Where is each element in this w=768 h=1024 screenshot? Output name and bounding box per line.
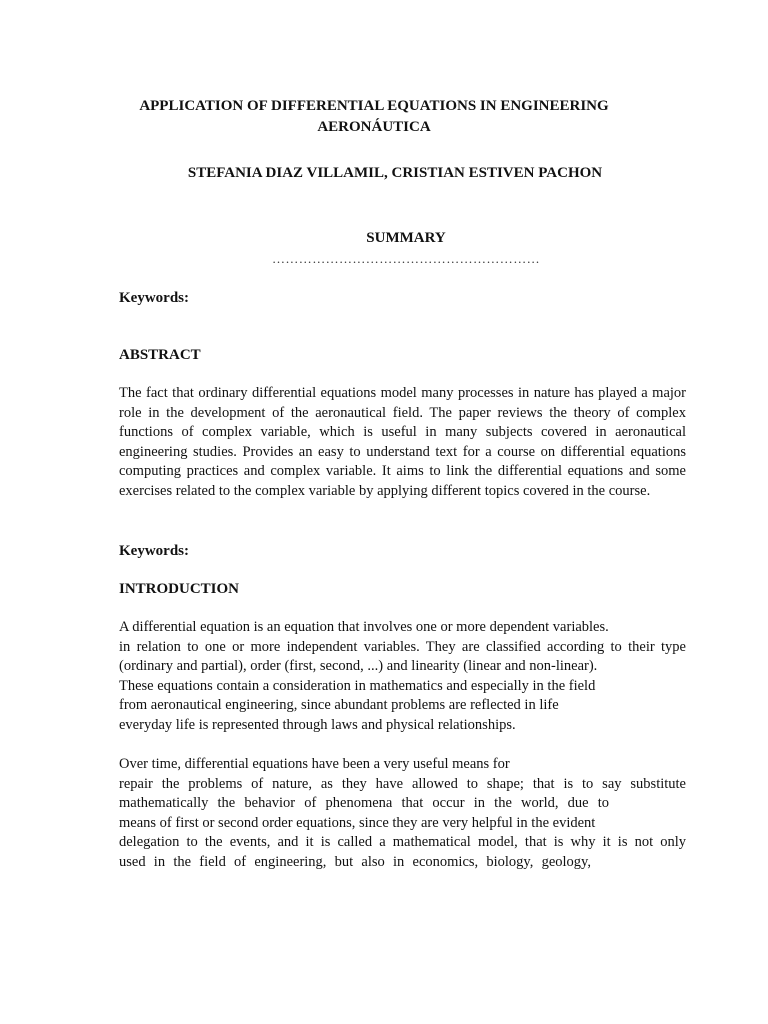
introduction-paragraph-1 xyxy=(119,618,686,736)
intro-p1-line: in relation to one or more independent variables. They are classified according to their type xyxy=(119,638,686,655)
intro-p2-line: means of first or second order equations, since they are very helpful in the evident xyxy=(119,814,596,831)
title-line-2: AERONÁUTICA xyxy=(317,119,431,135)
document-title xyxy=(100,96,648,138)
title-line-1: APPLICATION OF DIFFERENTIAL EQUATIONS IN ENGINEERING xyxy=(139,98,609,114)
intro-p1-line: A differential equation is an equation that involves one or more dependent variables. xyxy=(119,619,609,635)
summary-heading: SUMMARY xyxy=(366,230,446,246)
abstract-heading: ABSTRACT xyxy=(119,347,201,363)
intro-p1-line: from aeronautical engineering, since abundant problems are reflected in life xyxy=(119,697,559,714)
intro-p2-line: repair the problems of nature, as they have allowed to shape; that is to say substitute xyxy=(119,775,686,792)
intro-p1-line: everyday life is represented through laws and physical relationships. xyxy=(119,716,516,733)
intro-p2-line: used in the field of engineering, but also in economics, biology, geology, xyxy=(119,853,591,870)
intro-p1-line: (ordinary and partial), order (first, second, ...) and linearity (linear and non-linear). xyxy=(119,658,598,675)
abstract-text: The fact that ordinary differential equations model many processes in nature has played a major role in the development of the aeronautical field. The paper reviews the theory of complex functions of complex variable, which is useful in many subjects covered in aeronautical engineering studies. Provides an easy to understand text for a course on differential equations computing practices and complex variable. It aims to link the differential equations and some exercises related to the complex variable by applying different topics covered in the course. xyxy=(119,385,686,499)
intro-p2-line: Over time, differential equations have been a very useful means for xyxy=(119,756,510,772)
summary-placeholder: …………………………………………………… xyxy=(272,251,540,266)
intro-p1-line: These equations contain a consideration in mathematics and especially in the field xyxy=(119,677,596,694)
document-authors: STEFANIA DIAZ VILLAMIL, CRISTIAN ESTIVEN PACHON xyxy=(187,165,603,181)
introduction-heading: INTRODUCTION xyxy=(119,581,240,597)
abstract-keywords-label: Keywords: xyxy=(119,543,189,559)
introduction-paragraph-2 xyxy=(119,755,686,873)
intro-p2-line: delegation to the events, and it is called a mathematical model, that is why it is not only xyxy=(119,834,686,851)
intro-p2-line: mathematically the behavior of phenomena that occur in the world, due to xyxy=(119,795,609,812)
summary-keywords-label: Keywords: xyxy=(119,290,189,306)
